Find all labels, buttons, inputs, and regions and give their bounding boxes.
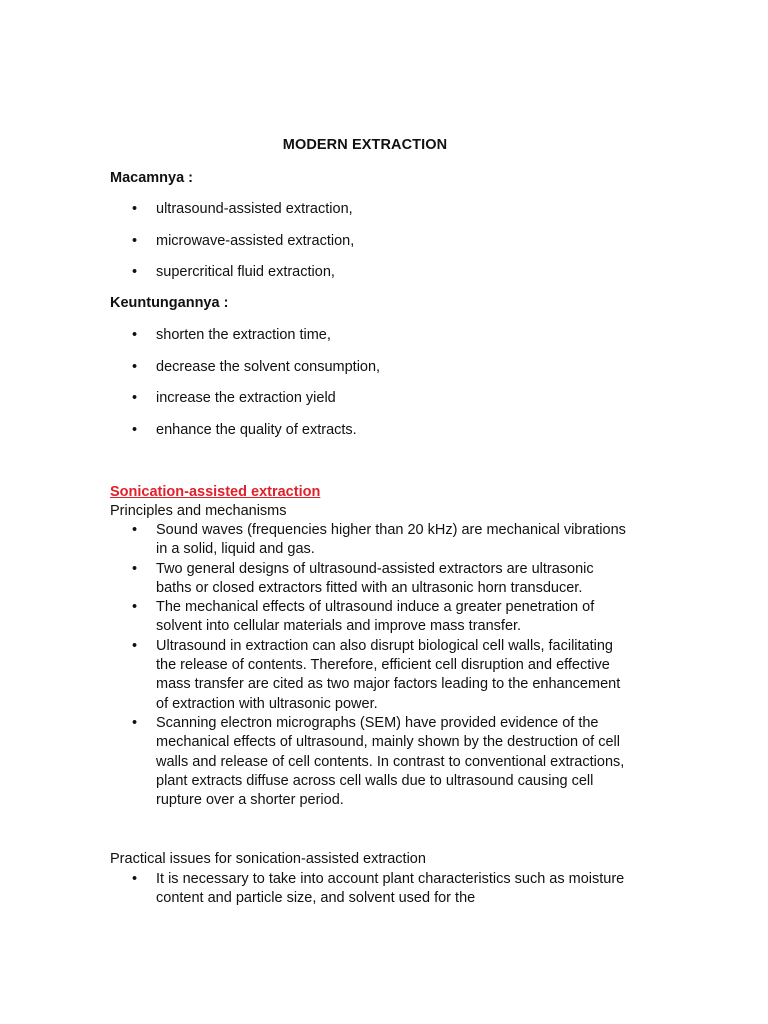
practical-heading: Practical issues for sonication-assisted extraction <box>110 851 426 867</box>
bullet-icon: • <box>132 421 138 438</box>
bullet-icon: • <box>132 637 138 654</box>
list-item: • microwave-assisted extraction, <box>132 232 355 249</box>
bullet-icon: • <box>132 522 138 538</box>
list-item: • Sound waves (frequencies higher than 20 kHz) are mechanical vibrations in a solid, liquid and gas. <box>132 522 626 558</box>
list-item: • Scanning electron micrographs (SEM) have provided evidence of the mechanical effects of ultrasound, mainly shown by the destruction of cell walls and release of cell contents. In contrast to conventional extractions, plant extracts diffuse across cell walls due to ultrasound causing cell rupture over a shorter period. <box>132 714 625 809</box>
bullet-icon: • <box>132 390 138 406</box>
list-item: • The mechanical effects of ultrasound induce a greater penetration of solvent into cellular materials and improve mass transfer. <box>132 599 595 635</box>
principles-subheading: Principles and mechanisms <box>110 503 287 519</box>
macamnya-label: Macamnya : <box>110 170 194 186</box>
list-item: • ultrasound-assisted extraction, <box>132 201 353 217</box>
macamnya-list <box>110 201 354 296</box>
keuntungannya-list <box>110 327 380 453</box>
list-item: • increase the extraction yield <box>132 390 336 406</box>
list-item: • It is necessary to take into account plant characteristics such as moisture content and particle size, and solvent used for the <box>132 871 625 907</box>
list-item: • Ultrasound in extraction can also disrupt biological cell walls, facilitating the release of contents. Therefore, efficient cell disruption and effective mass transfer are cited as two major factors leading to the enhancement of extraction with ultrasonic power. <box>132 637 621 712</box>
practical-list <box>110 870 630 909</box>
bullet-icon: • <box>132 201 138 217</box>
bullet-icon: • <box>132 871 138 887</box>
bullet-icon: • <box>132 327 138 343</box>
bullet-icon: • <box>132 358 138 375</box>
sonication-heading: Sonication-assisted extraction <box>110 484 321 500</box>
bullet-icon: • <box>132 599 138 616</box>
page-title: MODERN EXTRACTION <box>282 137 448 153</box>
bullet-icon: • <box>132 560 138 577</box>
list-item: • Two general designs of ultrasound-assisted extractors are ultrasonic baths or closed extractors fitted with an ultrasonic horn transducer. <box>132 560 594 596</box>
bullet-icon: • <box>132 264 138 280</box>
keuntungannya-label: Keuntungannya : <box>110 295 229 311</box>
list-item: • supercritical fluid extraction, <box>132 264 335 280</box>
bullet-icon: • <box>132 714 138 731</box>
list-item: • decrease the solvent consumption, <box>132 358 381 375</box>
bullet-icon: • <box>132 232 138 249</box>
sonication-list <box>110 521 630 810</box>
list-item: • enhance the quality of extracts. <box>132 421 357 438</box>
list-item: • shorten the extraction time, <box>132 327 331 343</box>
